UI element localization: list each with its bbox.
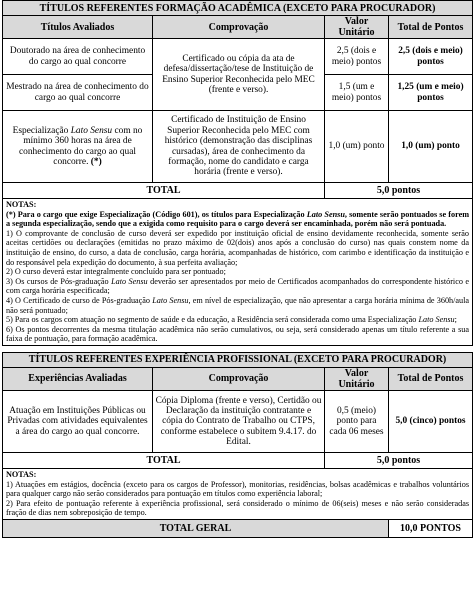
experiencia-description: Atuação em Instituições Públicas ou Privadas com atividades equivalentes a área do cargo ao qual concorre. xyxy=(3,390,153,452)
especializacao-title-b: com no mínimo 360 horas na área de conhecimento do cargo ao qual concorre. xyxy=(19,125,143,167)
note-5-italic: Lato Sensu xyxy=(418,315,455,325)
experiencia-comprovacao: Cópia Diploma (frente e verso), Certidão ou Declaração da instituição contratante e cópia do Contrato de Trabalho ou CTPS, conforme estabelece o subitem 9.4.17. do Edital. xyxy=(153,390,325,452)
experience-note-1: 1) Atuações em estágios, docência (exceto para os cargos de Professor), monitorias, residências, bolsas acadêmicas e trabalhos voluntários para qualquer cargo não serão considerados para pontuação em títulos como experiência laboral; xyxy=(6,479,470,499)
experience-section-title: TÍTULOS REFERENTES EXPERIÊNCIA PROFISSIONAL (EXCETO PARA PROCURADOR) xyxy=(3,352,473,367)
academic-note-2: 2) O curso deverá estar integralmente concluído para ser pontuado; xyxy=(6,267,226,277)
especializacao-total: 1,0 (um) ponto xyxy=(389,111,473,183)
academic-note-5 xyxy=(6,315,469,325)
col-header-valor-2: Valor Unitário xyxy=(325,367,389,390)
note-3-italic: Lato Sensu xyxy=(111,276,148,286)
experience-note-2: 2) Para efeito de pontuação referente à experiência profissional, será considerado o mínimo de 06(seis) meses e não serão consideradas fração de dias nem sobreposição de tempo. xyxy=(6,498,470,518)
especializacao-title-italic: Lato Sensu xyxy=(70,125,113,136)
note-5-b: ; xyxy=(454,315,457,325)
col-header-experiencias: Experiências Avaliadas xyxy=(3,367,153,390)
doutorado-mestrado-comprovacao: Certificado ou cópia da ata de defesa/dissertação/tese de Instituição de Ensino Superior Reconhecida pelo MEC (frente e verso). xyxy=(153,39,325,111)
note-3-b: deverão ser apresentados por meio de Certificados acompanhados do correspondente histórico e com carga horária especificada; xyxy=(6,276,470,296)
grand-total-label: TOTAL GERAL xyxy=(3,519,389,537)
experience-notes-title: NOTAS: xyxy=(6,469,37,479)
experience-total-value: 5,0 pontos xyxy=(325,452,473,468)
note-4-b: , em nível de especialização, que não apresentar a carga horária mínima de 360h/aula não será pontuado; xyxy=(6,295,470,315)
academic-total-value: 5,0 pontos xyxy=(325,183,473,199)
especializacao-title xyxy=(3,111,153,183)
academic-section-title: TÍTULOS REFERENTES FORMAÇÃO ACADÊMICA (EXCETO PARA PROCURADOR) xyxy=(3,1,473,16)
col-header-total-2: Total de Pontos xyxy=(389,367,473,390)
academic-note-star xyxy=(6,210,469,229)
doutorado-valor: 2,5 (dois e meio) pontos xyxy=(325,39,389,75)
mestrado-valor: 1,5 (um e meio) pontos xyxy=(325,75,389,111)
note-5-a: 5) Para os cargos com atuação no segmento de saúde e da educação, a Residência será considerada como uma Especialização xyxy=(6,315,419,325)
especializacao-valor: 1,0 (um) ponto xyxy=(325,111,389,183)
grand-total-value: 10,0 PONTOS xyxy=(389,519,473,537)
mestrado-total: 1,25 (um e meio) pontos xyxy=(389,75,473,111)
academic-note-1: 1) O comprovante de conclusão de curso deverá ser expedido por instituição oficial de ensino devidamente reconhecida, somente serão aceitas certidões ou declarações (emitidas no prazo máximo de 02(dois) anos após a conclusão do curso) nas quais constem nome da instituição de ensino, do curso, a data de conclusão, carga horária, acompanhadas de histórico, com carimbo e identificação da instituição e do responsável pela expedição do documento, à sua perfeita avaliação; xyxy=(6,228,470,267)
especializacao-title-mark: (*) xyxy=(90,156,102,167)
academic-note-6: 6) Os pontos decorrentes da mesma titulação acadêmica não serão cumulativos, ou seja, será considerado apenas um título referente a sua faixa de pontuação, para formação acadêmica. xyxy=(6,324,470,344)
experience-total-label: TOTAL xyxy=(3,452,325,468)
experiencia-valor: 0,5 (meio) ponto para cada 06 meses xyxy=(325,390,389,452)
academic-notes xyxy=(3,199,473,346)
col-header-total: Total de Pontos xyxy=(389,16,473,39)
especializacao-title-a: Especialização xyxy=(12,125,71,136)
academic-note-4 xyxy=(6,296,469,315)
doutorado-title: Doutorado na área de conhecimento do cargo ao qual concorre xyxy=(3,39,153,75)
note-3-a: 3) Os cursos de Pós-graduação xyxy=(6,276,112,286)
experience-notes xyxy=(3,468,473,519)
col-header-comprovacao-2: Comprovação xyxy=(153,367,325,390)
academic-notes-title: NOTAS: xyxy=(6,200,37,209)
especializacao-comprovacao: Certificado de Instituição de Ensino Superior Reconhecida pelo MEC com histórico (demonstração das disciplinas cursadas), área de conhecimento da formação, nome do candidato e carga horária (frente e verso). xyxy=(153,111,325,183)
mestrado-title: Mestrado na área de conhecimento do cargo ao qual concorre xyxy=(3,75,153,111)
academic-note-3 xyxy=(6,277,469,296)
note-star-a: (*) Para o cargo que exige Especialização (Código 601), os títulos para Especialização xyxy=(6,209,307,219)
experiencia-total: 5,0 (cinco) pontos xyxy=(389,390,473,452)
note-4-italic: Lato Sensu xyxy=(152,295,189,305)
col-header-titulos: Títulos Avaliados xyxy=(3,16,153,39)
note-4-a: 4) O Certificado de curso de Pós-graduação xyxy=(6,295,153,305)
doutorado-total: 2,5 (dois e meio) pontos xyxy=(389,39,473,75)
academic-total-label: TOTAL xyxy=(3,183,325,199)
col-header-comprovacao: Comprovação xyxy=(153,16,325,39)
note-star-italic: Lato Sensu xyxy=(306,209,345,219)
note-star-b: , somente serão pontuados se forem a segunda especialização, sendo que a exigida como requisito para o cargo deverá ser encaminhada, porém não será pontuada. xyxy=(6,209,470,229)
academic-titles-table xyxy=(2,0,473,346)
experience-titles-table xyxy=(2,352,473,538)
col-header-valor: Valor Unitário xyxy=(325,16,389,39)
